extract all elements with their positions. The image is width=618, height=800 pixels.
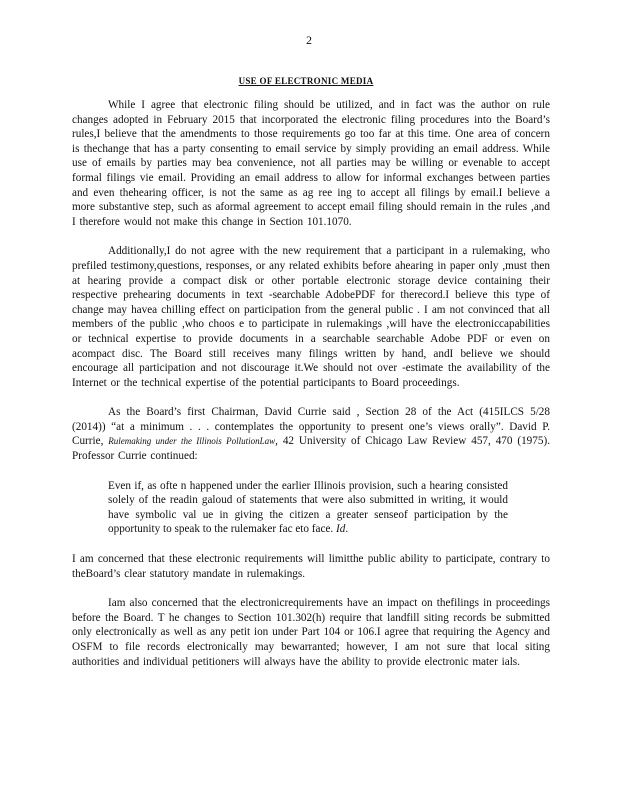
citation-text-end: , 42 University of Chicago Law Review 457, 470 (1975). Professor Currie continued:	[72, 435, 550, 463]
paragraph-rulemaking-media: Additionally,I do not agree with the new requirement that a participant in a rulemaking, who prefiled testimony,questions, responses, or any related exhibits before ahearing in paper only ,must then at hearing provide a compact disk or other portable electronic storage device containing their respective prehearing documents in text -searchable AdobePDF for therecord.I believe this type of change may havea chilling effect on participation from the general public . I am not convinced that all members of the public ,who choos e to participate in rulemakings ,will have the electroniccapabilities or technical expertise to provide documents in a searchable searchable Adobe PDF or even on acompact disc. The Board still receives many filings written by hand, andI believe we should encourage all participation and not discourage it.We should not over -estimate the availability of the Internet or the technical expertise of the potential participants to Board proceedings.	[72, 245, 550, 389]
section-heading-text: USE OF ELECTRONIC MEDIA	[238, 76, 374, 86]
citation-text-start: As the Board’s first Chairman, David Currie said , Section 28 of the Act (415ILCS 5/28 (2014)) “at a minimum . . . contemplates the opportunity to present one’s views orally”. David P. Currie,	[72, 406, 550, 448]
paragraph-email-service: While I agree that electronic filing should be utilized, and in fact was the author on rule changes adopted in February 2015 that incorporated the electronic filing procedures into the Board’s rules,I believe that the amendments to those requirements go too far at this time. One area of concern is thechange that has a party consenting to email service by simply providing an email address. While use of emails by parties may bea convenience, not all parties may be willing or evenable to accept formal filings vie email. Providing an email address to allow for informal exchanges between parties and even thehearing officer, is not the same as ag ree ing to accept all filings by email.I believe a more substantive step, such as aformal agreement to accept email filing should remain in the rules ,and I therefore would not make this change in Section 101.1070.	[72, 99, 550, 228]
quote-end: .	[345, 523, 349, 536]
page-number: 2	[306, 33, 312, 47]
paragraph-public-ability: I am concerned that these electronic requirements will limitthe public ability to participate, contrary to theBoard’s clear statutory mandate in rulemakings.	[72, 553, 550, 580]
paragraph-filings-impact: Iam also concerned that the electronicrequirements have an impact on thefilings in proceedings before the Board. T he changes to Section 101.302(h) require that landfill siting records be submitted only electronically as well as any petit ion under Part 104 or 106.I agree that requiring the Agency and OSFM to file records electronically may bewarranted; however, I am not sure that local siting authorities and individual petitioners will always have the ability to provide electronic mater ials.	[72, 597, 550, 668]
paragraph-currie-citation	[72, 405, 550, 463]
quote-cite: Id	[336, 523, 346, 536]
block-quote	[108, 479, 508, 537]
document-body	[72, 98, 550, 684]
quote-text: Even if, as ofte n happened under the earlier Illinois provision, such a hearing consisted solely of the readin galoud of statements that were also submitted in writing, it would have symbolic val ue in giving the citizen a greater senseof participation by the opportunity to speak to the rulemaker fac eto face.	[108, 479, 508, 536]
citation-title: Rulemaking under the Illinois PollutionLaw	[108, 436, 276, 447]
section-heading	[0, 76, 618, 86]
